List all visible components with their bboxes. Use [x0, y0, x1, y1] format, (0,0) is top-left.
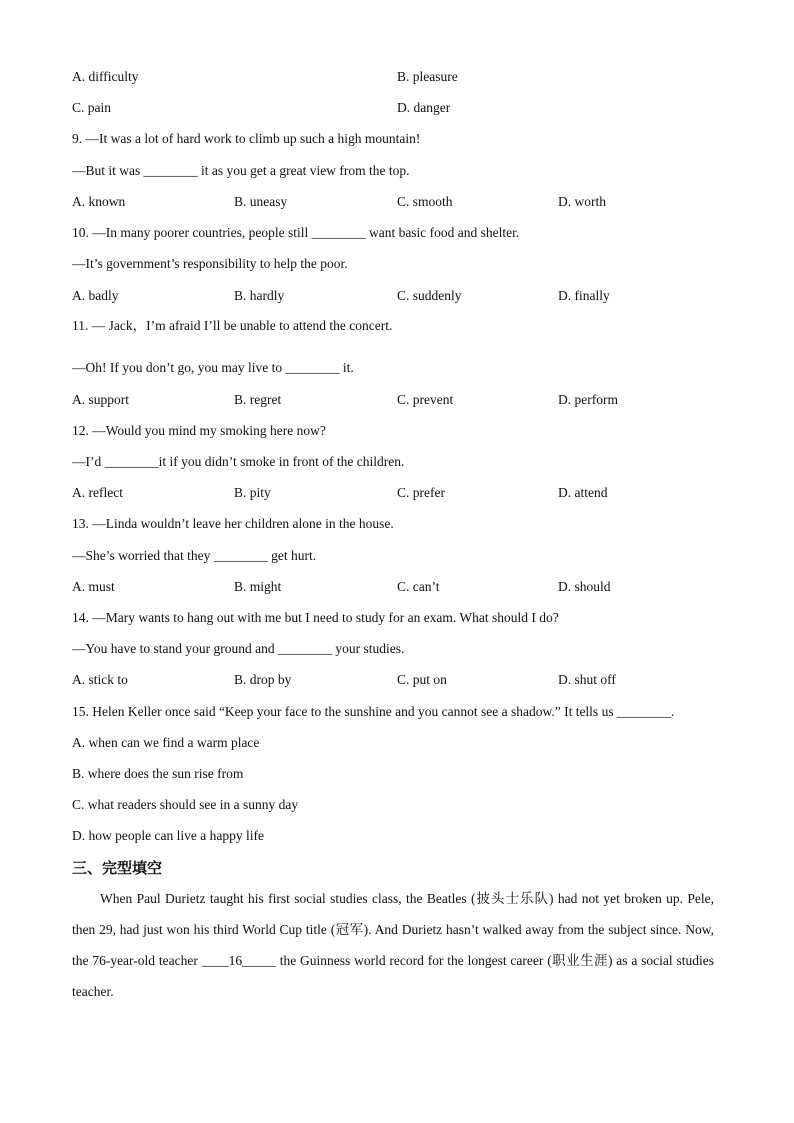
q15-stem: 15. Helen Keller once said “Keep your face to the sunshine and you cannot see a shadow.” It tells us ________. — [72, 704, 675, 719]
q14-option-a: A. stick to — [72, 672, 128, 687]
q8-option-d: D. danger — [397, 100, 451, 115]
q9-stem: 9. —It was a lot of hard work to climb up such a high mountain! — [72, 131, 421, 146]
q15-option-c: C. what readers should see in a sunny day — [72, 797, 299, 812]
q15-option-d: D. how people can live a happy life — [72, 828, 264, 843]
q9-option-c: C. smooth — [397, 194, 453, 209]
q11-reply: —Oh! If you don’t go, you may live to ________ it. — [72, 360, 354, 375]
q12-stem: 12. —Would you mind my smoking here now? — [72, 423, 326, 438]
q13-option-c: C. can’t — [397, 579, 440, 594]
q12-option-a: A. reflect — [72, 485, 123, 500]
q11-option-c: C. prevent — [397, 392, 454, 407]
q14-option-b: B. drop by — [234, 672, 292, 687]
q11-option-a: A. support — [72, 392, 129, 407]
q12-option-b: B. pity — [234, 485, 271, 500]
q13-option-b: B. might — [234, 579, 282, 594]
q8-option-c: C. pain — [72, 100, 111, 115]
q9-reply: —But it was ________ it as you get a great view from the top. — [72, 163, 410, 178]
q10-reply: —It’s government’s responsibility to help the poor. — [72, 256, 348, 271]
q13-stem: 13. —Linda wouldn’t leave her children alone in the house. — [72, 516, 394, 531]
cloze-passage: When Paul Durietz taught his first social studies class, the Beatles (披头士乐队) had not yet broken up. Pele, then 29, had just won his third World Cup title (冠军). And Durietz hasn’t walked away from the subject since. Now, the 76-year-old teacher ____16_____ the Guinness world record for the longest career (职业生涯) as a social studies teacher. — [72, 891, 714, 999]
q10-option-a: A. badly — [72, 288, 119, 303]
q12-reply: —I’d ________it if you didn’t smoke in front of the children. — [72, 454, 405, 469]
q11-option-b: B. regret — [234, 392, 282, 407]
q9-option-a: A. known — [72, 194, 126, 209]
q13-option-d: D. should — [558, 579, 611, 594]
q10-stem: 10. —In many poorer countries, people still ________ want basic food and shelter. — [72, 225, 520, 240]
q13-option-a: A. must — [72, 579, 115, 594]
q14-stem: 14. —Mary wants to hang out with me but I need to study for an exam. What should I do? — [72, 610, 559, 625]
q8-option-b: B. pleasure — [397, 69, 458, 84]
q14-option-c: C. put on — [397, 672, 447, 687]
q12-option-c: C. prefer — [397, 485, 445, 500]
q11-stem: 11. — Jack，I’m afraid I’ll be unable to attend the concert. — [72, 318, 393, 333]
q10-option-b: B. hardly — [234, 288, 285, 303]
q10-option-d: D. finally — [558, 288, 610, 303]
q9-option-b: B. uneasy — [234, 194, 288, 209]
q11-option-d: D. perform — [558, 392, 618, 407]
q14-option-d: D. shut off — [558, 672, 616, 687]
q12-option-d: D. attend — [558, 485, 608, 500]
q13-reply: —She’s worried that they ________ get hurt. — [72, 548, 317, 563]
q15-option-a: A. when can we find a warm place — [72, 735, 260, 750]
q8-option-a: A. difficulty — [72, 69, 139, 84]
q9-option-d: D. worth — [558, 194, 606, 209]
q10-option-c: C. suddenly — [397, 288, 462, 303]
section-title: 三、完型填空 — [72, 859, 163, 877]
q14-reply: —You have to stand your ground and ________ your studies. — [72, 641, 405, 656]
q15-option-b: B. where does the sun rise from — [72, 766, 244, 781]
